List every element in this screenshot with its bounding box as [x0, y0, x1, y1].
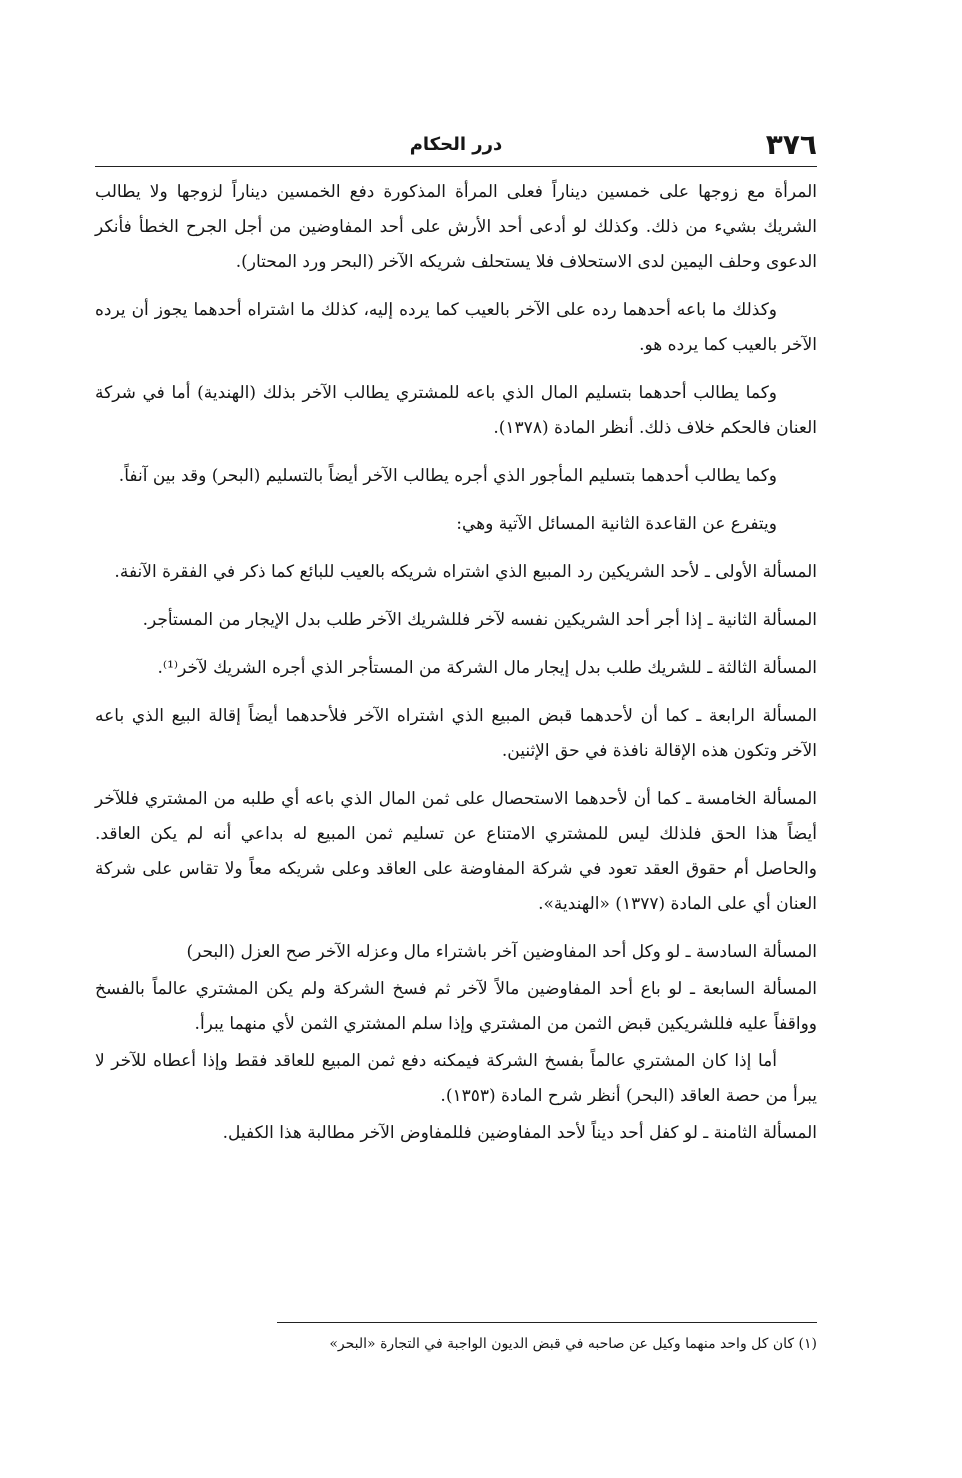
paragraph: المسألة السابعة ـ لو باع أحد المفاوضين مالاً لآخر ثم فسخ الشركة ولم يكن المشتري عالماً بالفسخ وواقفاً عليه فللشريكين قبض الثمن من المشتري وإذا سلم المشتري الثمن لأي منهما يبرأ.	[95, 979, 817, 1034]
paragraph: المسألة السادسة ـ لو وكل أحد المفاوضين آخر باشتراء مال وعزله الآخر صح العزل (البحر)	[186, 942, 817, 962]
page-number: ٣٧٦	[765, 128, 817, 161]
paragraph: المسألة الثالثة ـ للشريك طلب بدل إيجار مال الشركة من المستأجر الذي أجره الشريك لآخر⁽¹⁾.	[157, 658, 817, 678]
paragraph: أما إذا كان المشتري عالماً بفسخ الشركة فيمكنه دفع ثمن المبيع للعاقد فقط وإذا أعطاه للآخر لا يبرأ من حصة العاقد (البحر) أنظر شرح المادة (١٣٥٣).	[95, 1051, 817, 1106]
paragraph: المسألة الأولى ـ لأحد الشريكين رد المبيع الذي اشتراه شريكه بالعيب للبائع كما ذكر في الفقرة الآنفة.	[114, 562, 817, 582]
paragraph: وكما يطالب أحدهما بتسليم المال الذي باعه للمشتري يطالب الآخر بذلك (الهندية) أما في شركة العنان فالحكم خلاف ذلك. أنظر المادة (١٣٧٨).	[95, 383, 817, 438]
header-rule	[95, 166, 817, 167]
paragraph: المسألة الخامسة ـ كما أن لأحدهما الاستحصال على ثمن المال الذي باعه أي طلبه من المشتري فللآخر أيضاً هذا الحق فلذلك ليس للمشتري الامتناع عن تسليم ثمن المبيع له بداعي أنه لم يكن العاقد. والحاصل أم حقوق العقد تعود في شركة المفاوضة على العاقد وعلى شريكه معاً ولا تقاس على شركة العنان أي على المادة (١٣٧٧) «الهندية».	[95, 789, 817, 914]
paragraph: وكذلك ما باعه أحدهما رده على الآخر بالعيب كما يرده إليه، كذلك ما اشتراه أحدهما يجوز أن يرده الآخر بالعيب كما يرده هو.	[95, 300, 817, 355]
body-text	[95, 175, 817, 1153]
paragraph: المرأة مع زوجها على خمسين ديناراً فعلى المرأة المذكورة دفع الخمسين ديناراً لزوجها ولا يطالب الشريك بشيء من ذلك. وكذلك لو أدعى أحد الأرش على أحد المفاوضين من أجل الجرح الخطأ فأنكر الدعوى وحلف اليمين لدى الاستحلاف فلا يستحلف شريكه الآخر (البحر ورد المحتار).	[95, 182, 817, 272]
paragraph: وكما يطالب أحدهما بتسليم المأجور الذي أجره يطالب الآخر أيضاً بالتسليم (البحر) وقد بين آنفاً.	[118, 466, 777, 486]
footnote: (١) كان كل واحد منهما وكيل عن صاحبه في قبض الديون الواجبة في التجارة «البحر»	[329, 1336, 817, 1352]
footnote-rule	[277, 1322, 817, 1323]
paragraph: ويتفرع عن القاعدة الثانية المسائل الآتية وهي:	[456, 514, 777, 534]
paragraph: المسألة الرابعة ـ كما أن لأحدهما قبض المبيع الذي اشتراه الآخر فلأحدهما أيضاً إقالة البيع الذي باعه الآخر وتكون هذه الإقالة نافذة في حق الإثنين.	[95, 706, 817, 761]
running-title: درر الحكام	[409, 134, 503, 155]
page-header	[95, 128, 817, 168]
paragraph: المسألة الثامنة ـ لو كفل أحد ديناً لأحد المفاوضين فللمفاوض الآخر مطالبة هذا الكفيل.	[222, 1123, 817, 1143]
paragraph: المسألة الثانية ـ إذا أجر أحد الشريكين نفسه لآخر فللشريك الآخر طلب بدل الإيجار من المستأجر.	[142, 610, 817, 630]
